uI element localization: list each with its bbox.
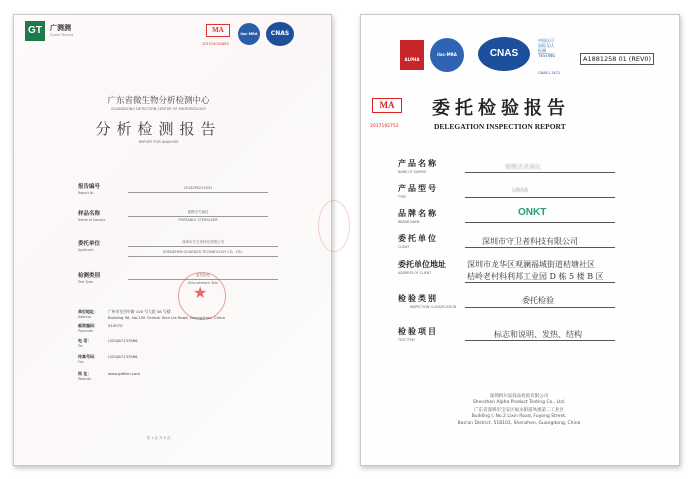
field-label: 样品名称 [78, 211, 101, 217]
field-label: 委托单位地址 [398, 260, 446, 269]
certificate-number: A1881258 01 (REV0) [580, 53, 654, 65]
field-label-en: CLIENT [398, 245, 410, 249]
field-value: 深圳市守卫者科技有限公司 [182, 240, 224, 244]
field-label: 产品型号 [398, 184, 438, 193]
fax-value: (020)87137668 [108, 354, 138, 359]
postcode-label: 邮政编码： [78, 323, 98, 328]
field-line [465, 282, 615, 283]
report-title: 委托检验报告 [432, 98, 570, 119]
cnas-logo: CNAS [478, 37, 530, 71]
field-line [128, 256, 278, 257]
field-label-en: Test Type [78, 280, 94, 284]
ilac-logo: ilac-MRA [430, 38, 464, 72]
field-value-en: Entrustment Test [188, 281, 218, 285]
field-label-en: TYPE [398, 195, 406, 199]
gt-logo: GT [25, 21, 45, 41]
address-label: 单位地址： [78, 309, 98, 314]
alpha-logo: ALPHA [400, 40, 424, 70]
footer-company-en: Shenzhen Alpha Product Testing Co., Ltd. [472, 400, 566, 405]
postcode-value: 510070 [108, 323, 123, 328]
field-label: 报告编号 [78, 184, 101, 190]
cnas-seal-line: TESTING [538, 53, 556, 58]
tel-label: 电 话： [78, 338, 92, 343]
field-value: 便携式杀菌仪 [505, 164, 542, 171]
field-line [465, 247, 615, 248]
footer-company: 深圳阿尔法商品检验有限公司 [489, 394, 549, 399]
field-line [465, 197, 615, 198]
field-label-en: TEST ITEM [398, 338, 415, 342]
field-value: U80A [512, 187, 529, 194]
field-label: 检验项目 [398, 327, 438, 336]
address-value-en: Building 58, No.100 Central Xian Lie Road, Guangzhou, China [108, 315, 225, 320]
field-label-en: Name of Sample [78, 218, 106, 222]
client-name: 深圳市守卫者科技有限公司 [482, 237, 578, 246]
field-label: 检验类别 [398, 294, 438, 303]
org-name-en: GUANGDONG DETECTION CENTER OF MICROBIOLOGY [111, 107, 206, 111]
fax-label: 传真号码： [78, 354, 98, 359]
report-title-en: REPORT FOR ANALYSIS [138, 140, 179, 144]
ma-number: 201519002663 [202, 42, 229, 46]
field-label-en: ADDRESS OF CLIENT [398, 271, 432, 275]
page-number: 第 1 页 共 6 页 [146, 436, 171, 440]
field-label-en: Applicant [78, 248, 94, 252]
field-line [465, 222, 615, 223]
lab-name: 广测测 [50, 24, 71, 32]
field-value-en: PORTABLE STERILIZER [178, 218, 218, 222]
tel-label-en: Tel. [78, 344, 84, 348]
edge-seal [318, 200, 350, 252]
client-address: 深圳市龙华区观澜福城街道桔塘社区 [467, 260, 595, 269]
inspection-class: 委托检验 [522, 296, 554, 305]
field-line [128, 216, 268, 217]
field-label-en: Report №. [78, 191, 95, 195]
address-label-en: Address [78, 315, 92, 319]
cnas-seal-line: 中国认可 [538, 38, 554, 43]
field-value: 2018SP6219051 [183, 186, 213, 190]
cnas-lab-number: CNAS L7472 [538, 71, 561, 75]
field-label: 品牌名称 [398, 209, 438, 218]
fax-label-en: Fax. [78, 360, 85, 364]
cnas-logo: CNAS [266, 22, 294, 46]
website-value: www.gdlttm.com [108, 371, 141, 376]
ma-logo: MA [206, 24, 230, 37]
ilac-logo: ilac-MRA [238, 23, 260, 45]
field-value: 委托检验 [196, 273, 210, 277]
field-label-en: BRAND NAME [398, 220, 420, 224]
field-line [128, 246, 278, 247]
footer-address: 广东省深圳市宝安区福永街道凤凰第二工业区 [474, 408, 564, 413]
report-title: 分析检测报告 [95, 120, 222, 138]
tel-value: (020)87137666 [108, 338, 138, 343]
ma-logo: MA [372, 98, 402, 113]
footer-address-en-1: Building I, No.2 Lixin Road, Fuyong Street, [471, 414, 567, 419]
website-label-en: Website [78, 377, 92, 381]
client-address-2: 桔岭老村科利邦工业园 D 栋 5 楼 B 区 [467, 272, 604, 281]
field-value-en: SHENZHEN GUARDER TECHNOLOGY CO., LTD. [162, 250, 244, 254]
field-line [465, 340, 615, 341]
cnas-seal-text [538, 38, 555, 58]
field-line [465, 172, 615, 173]
field-label: 产品名称 [398, 159, 438, 168]
field-label-en: INSPECTION CLASSIFICATION [410, 305, 457, 309]
lab-name-en: Guoce Testing [50, 33, 74, 37]
field-label: 委托单位 [398, 234, 438, 243]
postcode-label-en: Postcode [78, 329, 93, 333]
brand-logo: ONKT [518, 207, 547, 218]
website-label: 网 址： [78, 371, 92, 376]
report-title-en: DELEGATION INSPECTION REPORT [434, 122, 566, 131]
field-label: 检测类别 [78, 273, 101, 279]
test-items: 标志和说明、发热、结构 [494, 330, 582, 339]
org-name: 广东省微生物分析检测中心 [107, 96, 210, 106]
field-line [128, 192, 268, 193]
footer-address-en-2: Bao'an District, 518103, Shenzhen, Guangdong, China [457, 421, 581, 426]
ma-number: 2017192752 [370, 124, 399, 129]
field-line [465, 307, 615, 308]
field-value: 便携式灭菌仪 [187, 210, 209, 214]
cnas-seal-line: 国际互认 [538, 43, 554, 48]
cnas-seal-line: 检测 [538, 48, 546, 53]
field-label-en: NAME OF SAMPLE [398, 170, 427, 174]
address-value: 广州市先烈中路 100 号大院 58 号楼 [108, 309, 171, 314]
seal-star-icon: ★ [193, 283, 208, 302]
field-label: 委托单位 [78, 241, 101, 247]
